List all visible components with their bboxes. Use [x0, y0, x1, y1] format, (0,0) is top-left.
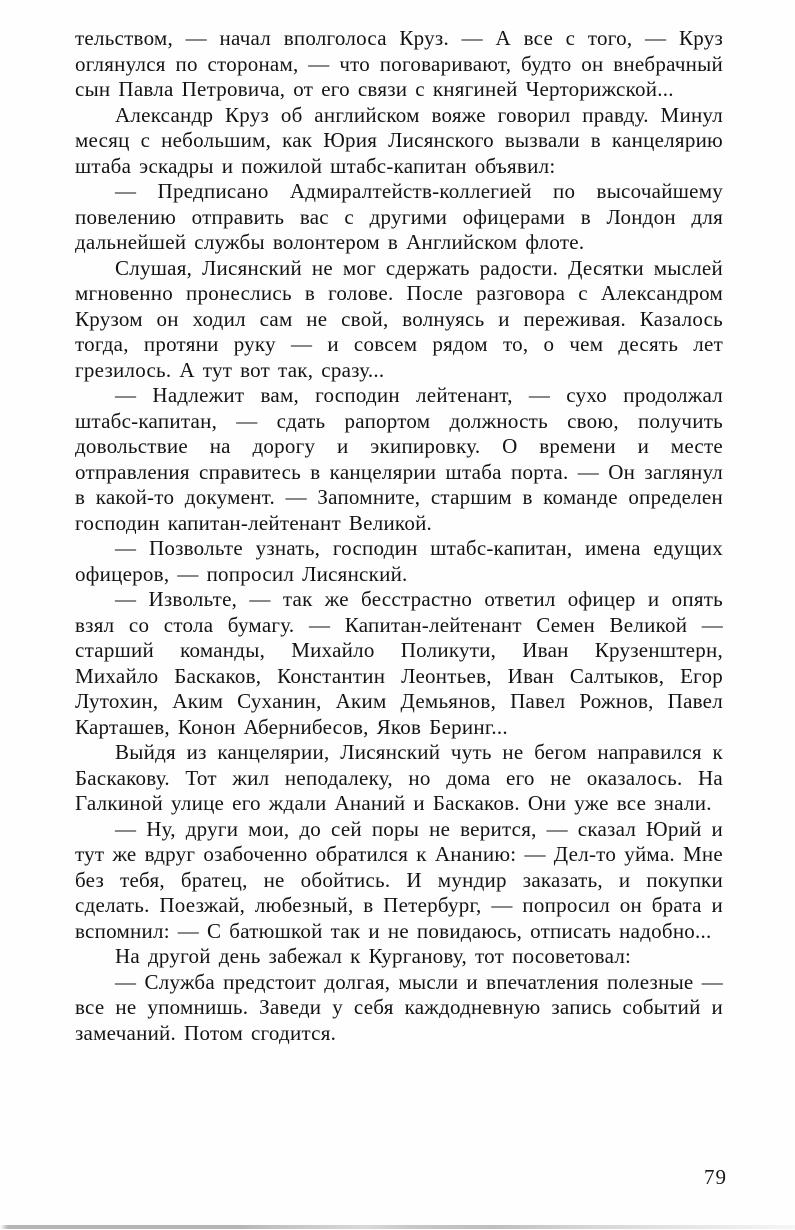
paragraph: — Извольте, — так же бесстрастно ответил офицер и опять взял со стола бумагу. — Капитан-лейтенант Семен Великой — старший команды, Михайло Поликути, Иван Крузенштерн, Михайло Баскаков, Константин Леонтьев, Иван Салтыков, Егор Лутохин, Аким Суханин, Аким Демьянов, Павел Рожнов, Павел Карташев, Конон Абернибесов, Яков Беринг... [75, 587, 723, 739]
paragraph: Выйдя из канцелярии, Лисянский чуть не бегом направился к Баскакову. Тот жил неподалеку, но дома его не оказалось. На Галкиной улице его ждали Ананий и Баскаков. Они уже все знали. [75, 740, 723, 815]
paragraph: — Предписано Адмиралтейств-коллегией по высочайшему повелению отправить вас с другими офицерами в Лондон для дальнейшей службы волонтером в Английском флоте. [75, 179, 723, 254]
paragraph: Слушая, Лисянский не мог сдержать радости. Десятки мыслей мгновенно пронеслись в голове. После разговора с Александром Крузом он ходил сам не свой, волнуясь и переживая. Казалось тогда, протяни руку — и совсем рядом то, о чем десять лет грезилось. А тут вот так, сразу... [75, 255, 723, 382]
paragraph: — Служба предстоит долгая, мысли и впечатления полезные — все не упомнишь. Заведи у себя каждодневную запись событий и замечаний. Потом сгодится. [75, 969, 723, 1045]
page-number: 79 [704, 1165, 727, 1189]
paragraph: тельством, — начал вполголоса Круз. — А все с того, — Круз оглянулся по сторонам, — что поговаривают, будто он внебрачный сын Павла Петровича, от его связи с княгиней Черторижской... [75, 26, 723, 101]
page-text-block [75, 26, 723, 1046]
scan-edge-artifact [0, 1225, 795, 1229]
paragraph: На другой день забежал к Курганову, тот посоветовал: [115, 944, 632, 968]
paragraph: — Ну, други мои, до сей поры не верится, — сказал Юрий и тут же вдруг озабоченно обратился к Ананию: — Дел-то уйма. Мне без тебя, братец, не обойтись. И мундир заказать, и покупки сделать. Поезжай, любезный, в Петербург, — попросил он брата и вспомнил: — С батюшкой так и не повидаюсь, отписать надобно... [75, 816, 723, 943]
paragraph: — Надлежит вам, господин лейтенант, — сухо продолжал штабс-капитан, — сдать рапортом должность свою, получить довольствие на дорогу и экипировку. О времени и месте отправления справитесь в канцелярии штаба порта. — Он заглянул в какой-то документ. — Запомните, старшим в команде определен господин капитан-лейтенант Великой. [75, 383, 723, 535]
paragraph: — Позвольте узнать, господин штабс-капитан, имена едущих офицеров, — попросил Лисянский. [75, 536, 723, 586]
paragraph: Александр Круз об английском вояже говорил правду. Минул месяц с небольшим, как Юрия Лисянского вызвали в канцелярию штаба эскадры и пожилой штабс-капитан объявил: [75, 102, 723, 178]
